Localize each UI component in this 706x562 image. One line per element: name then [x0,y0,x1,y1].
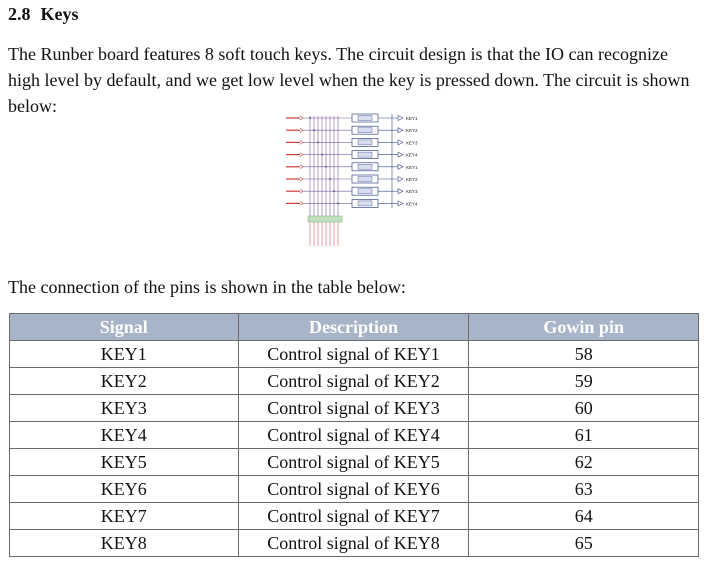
cell-pin: 59 [469,368,699,395]
output-label: KEY2 [406,128,418,134]
section-title: Keys [40,4,79,24]
input-arrow [300,189,303,193]
table-row [10,368,699,395]
output-label: KEY1 [406,116,418,121]
cell-signal: KEY7 [10,503,239,530]
cell-signal: KEY6 [10,476,239,503]
section-heading [8,4,79,25]
output-label: KEY4 [406,201,418,207]
cell-description: Control signal of KEY8 [238,530,469,557]
output-arrow [398,116,403,121]
input-arrow [300,140,303,144]
switch-pad [358,140,372,145]
cell-pin: 63 [469,476,699,503]
output-label: KEY3 [406,189,418,195]
input-arrow [300,128,303,132]
input-arrow [300,165,303,169]
header-signal: Signal [10,314,239,341]
cell-pin: 62 [469,449,699,476]
switch-pad [358,177,372,182]
cell-signal: KEY3 [10,395,239,422]
switch-pad [358,128,372,133]
cell-description: Control signal of KEY4 [238,422,469,449]
switch-pad [358,116,372,121]
input-arrow [300,116,303,120]
table-row [10,530,699,557]
output-arrow [398,152,403,157]
header-gowin-pin: Gowin pin [469,314,699,341]
junction [325,166,327,168]
section-number: 2.8 [8,4,31,24]
output-label: KEY3 [406,140,418,146]
input-arrow [300,177,303,181]
cell-signal: KEY2 [10,368,239,395]
output-arrow [398,177,403,182]
output-label: KEY2 [406,177,418,182]
cell-description: Control signal of KEY3 [238,395,469,422]
cell-pin: 64 [469,503,699,530]
switch-pad [358,189,372,194]
cell-description: Control signal of KEY7 [238,503,469,530]
table-row [10,341,699,368]
table-row [10,476,699,503]
cell-signal: KEY1 [10,341,239,368]
pin-table [9,313,699,557]
cell-description: Control signal of KEY6 [238,476,469,503]
cell-description: Control signal of KEY5 [238,449,469,476]
junction [337,203,339,205]
junction [333,190,335,192]
table-header-row [10,314,699,341]
output-arrow [398,201,403,206]
cell-pin: 60 [469,395,699,422]
junction [309,117,311,119]
table-row [10,422,699,449]
output-arrow [398,128,403,133]
table-row [10,395,699,422]
output-arrow [398,189,403,194]
key-circuit-schematic [280,104,430,254]
junction [321,154,323,156]
cell-pin: 65 [469,530,699,557]
cell-signal: KEY8 [10,530,239,557]
cell-pin: 58 [469,341,699,368]
input-arrow [300,201,303,205]
table-intro: The connection of the pins is shown in the table below: [8,277,406,297]
output-arrow [398,140,403,145]
intro-paragraph: The Runber board features 8 soft touch keys. The circuit design is that the IO can recognize high level by default, and we get low level when the key is pressed down. The circuit is shown below: [8,44,690,116]
output-label: KEY1 [406,164,418,170]
cell-description: Control signal of KEY2 [238,368,469,395]
cell-signal: KEY4 [10,422,239,449]
switch-pad [358,164,372,169]
output-arrow [398,164,403,169]
table-row [10,449,699,476]
junction [317,142,319,144]
switch-pad [358,152,372,157]
cell-signal: KEY5 [10,449,239,476]
cell-pin: 61 [469,422,699,449]
junction [313,129,315,131]
table-row [10,503,699,530]
header-description: Description [238,314,469,341]
switch-pad [358,201,372,206]
cell-description: Control signal of KEY1 [238,341,469,368]
output-label: KEY4 [406,152,418,158]
junction [329,178,331,180]
input-arrow [300,153,303,157]
